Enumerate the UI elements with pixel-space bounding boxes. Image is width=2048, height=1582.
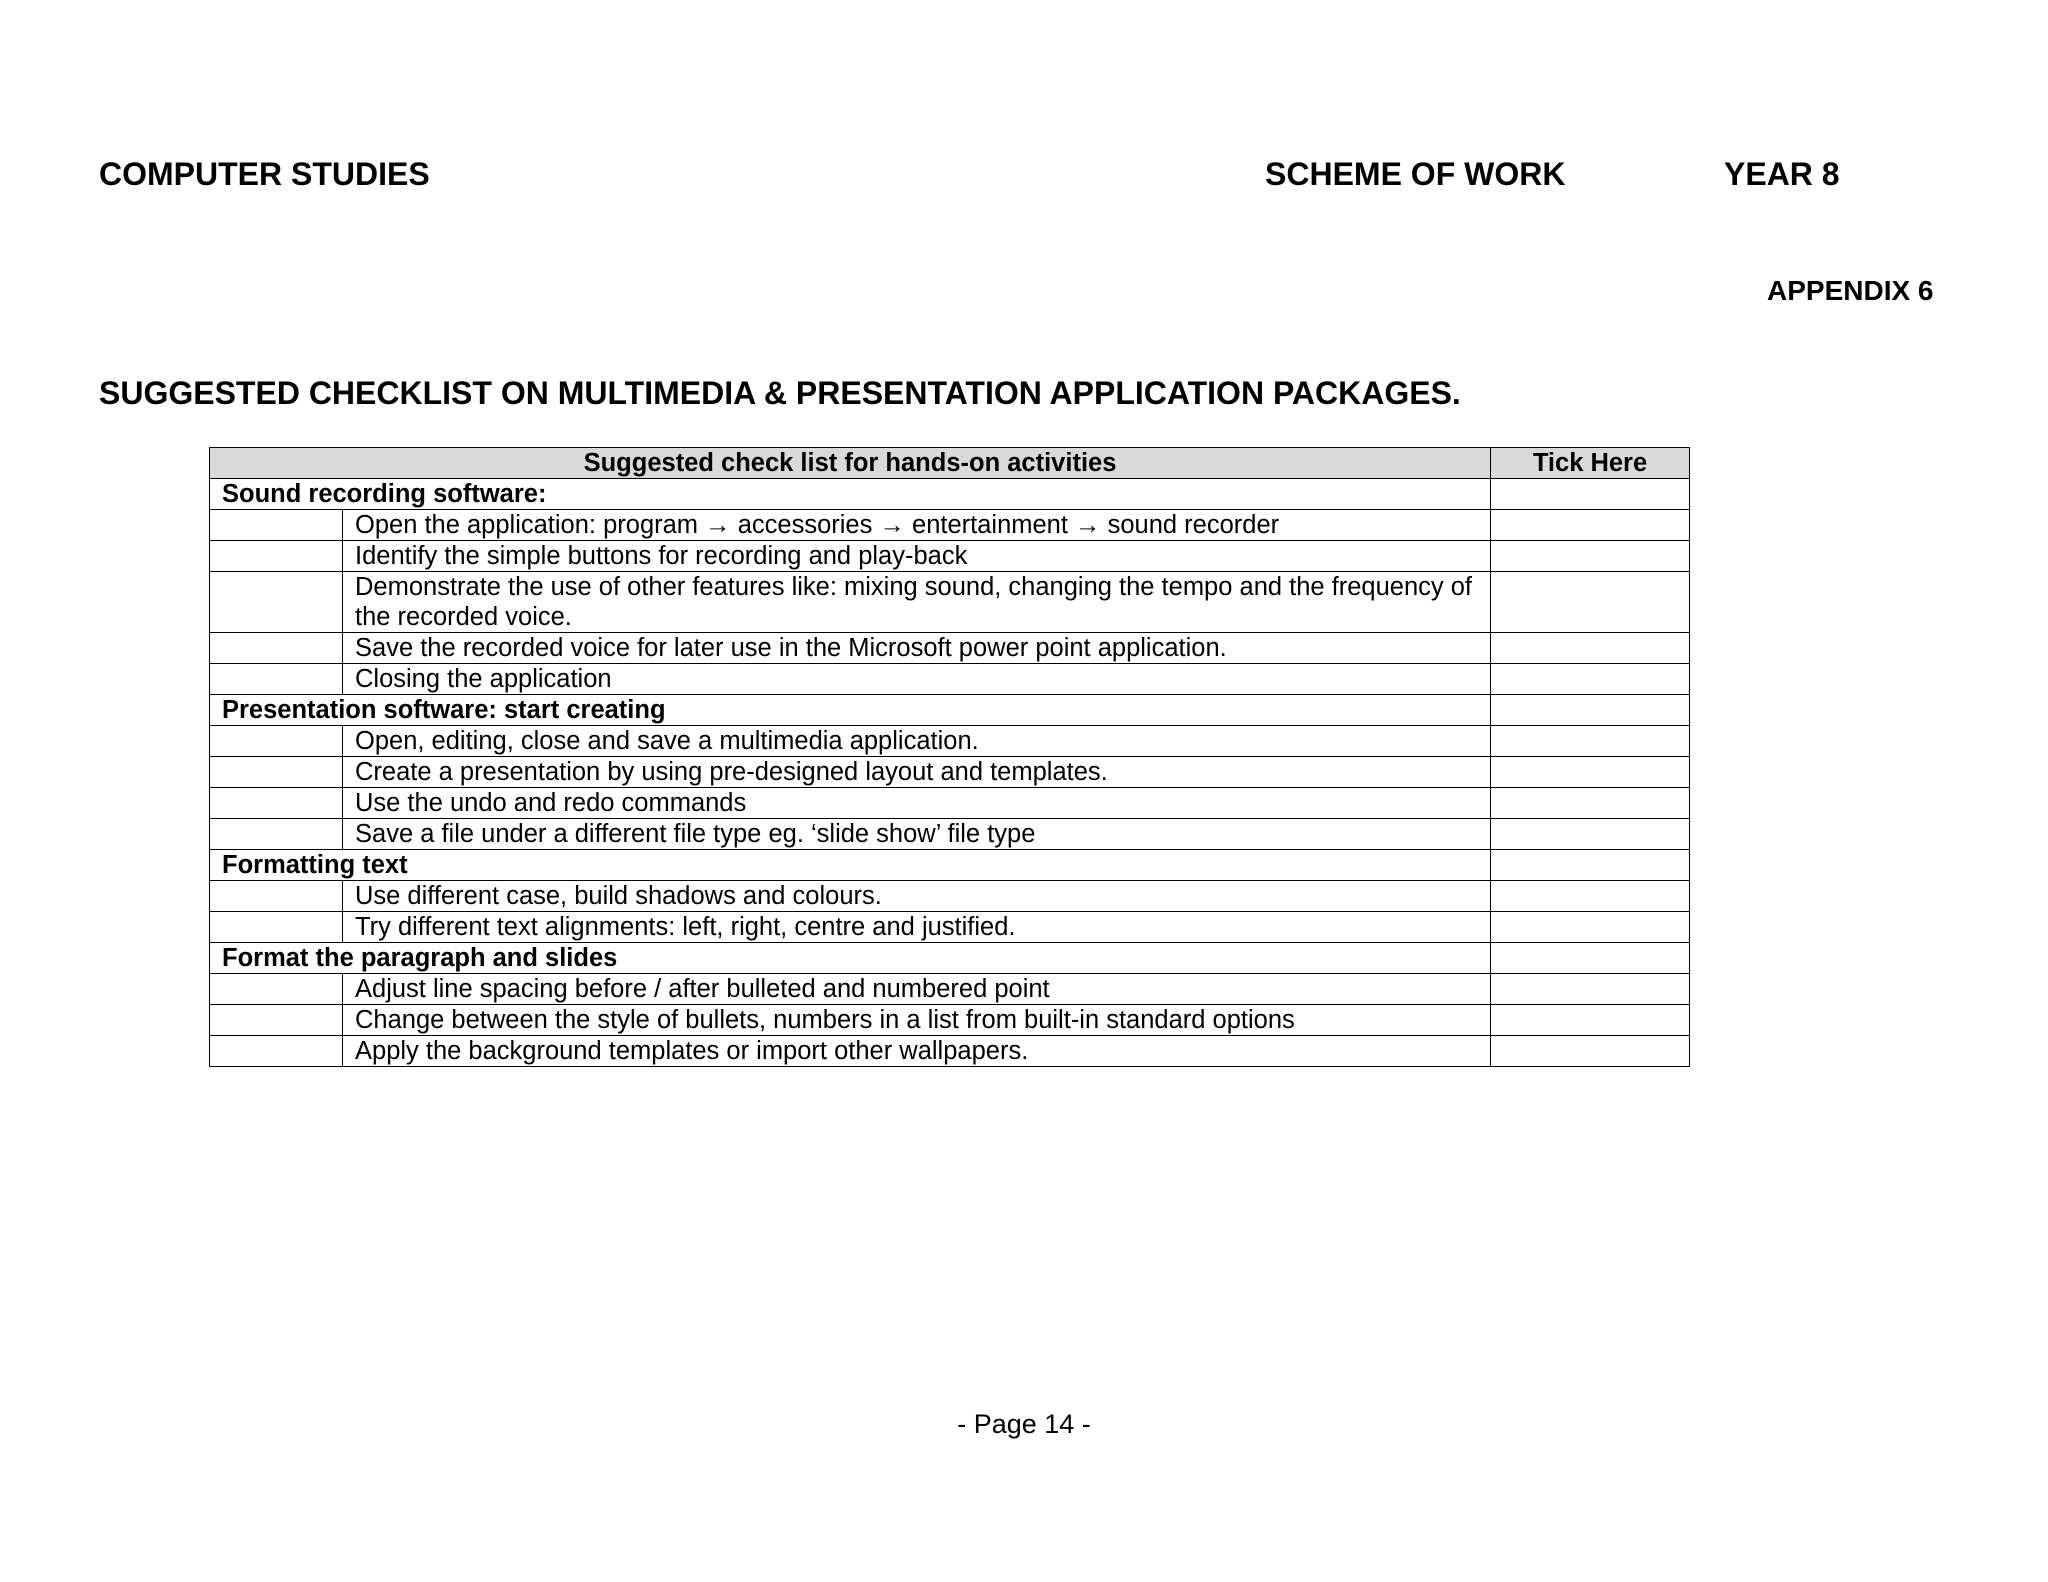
table-row (210, 541, 1690, 572)
tick-cell[interactable] (1491, 1005, 1690, 1036)
tick-cell[interactable] (1491, 974, 1690, 1005)
indent-cell (210, 510, 343, 541)
table-row (210, 664, 1690, 695)
tick-cell[interactable] (1491, 479, 1690, 510)
activity-cell: Use different case, build shadows and colours. (343, 881, 1491, 912)
page-number: - Page 14 - (957, 1409, 1091, 1439)
activity-cell: Try different text alignments: left, right, centre and justified. (343, 912, 1491, 943)
tick-cell[interactable] (1491, 510, 1690, 541)
section-heading: Format the paragraph and slides (210, 943, 1491, 974)
table-row (210, 1036, 1690, 1067)
activity-cell: Adjust line spacing before / after bulleted and numbered point (343, 974, 1491, 1005)
section-row (210, 850, 1690, 881)
indent-cell (210, 819, 343, 850)
tick-cell[interactable] (1491, 850, 1690, 881)
table-row (210, 974, 1690, 1005)
table-row (210, 757, 1690, 788)
table-row (210, 726, 1690, 757)
indent-cell (210, 633, 343, 664)
tick-cell[interactable] (1491, 757, 1690, 788)
table-row (210, 633, 1690, 664)
table-row (210, 912, 1690, 943)
section-row (210, 943, 1690, 974)
tick-cell[interactable] (1491, 664, 1690, 695)
indent-cell (210, 726, 343, 757)
indent-cell (210, 881, 343, 912)
activity-cell: Open the application: program → accessories → entertainment → sound recorder (343, 510, 1491, 541)
table-header-row (210, 448, 1690, 479)
year-label: YEAR 8 (1724, 156, 1840, 192)
indent-cell (210, 541, 343, 572)
header-activities: Suggested check list for hands-on activities (210, 448, 1491, 479)
tick-cell[interactable] (1491, 881, 1690, 912)
activity-cell: Open, editing, close and save a multimedia application. (343, 726, 1491, 757)
section-heading: Presentation software: start creating (210, 695, 1491, 726)
activity-cell: Use the undo and redo commands (343, 788, 1491, 819)
tick-cell[interactable] (1491, 541, 1690, 572)
activity-cell: Identify the simple buttons for recording and play-back (343, 541, 1491, 572)
activity-cell: Change between the style of bullets, numbers in a list from built-in standard options (343, 1005, 1491, 1036)
activity-cell: Closing the application (343, 664, 1491, 695)
activity-cell: Demonstrate the use of other features like: mixing sound, changing the tempo and the frequency of the recorded voice. (343, 572, 1491, 633)
activity-cell: Save a file under a different file type eg. ‘slide show’ file type (343, 819, 1491, 850)
tick-cell[interactable] (1491, 572, 1690, 633)
tick-cell[interactable] (1491, 819, 1690, 850)
section-row (210, 479, 1690, 510)
indent-cell (210, 757, 343, 788)
section-heading: Sound recording software: (210, 479, 1491, 510)
table-row (210, 1005, 1690, 1036)
tick-cell[interactable] (1491, 695, 1690, 726)
activity-cell: Save the recorded voice for later use in the Microsoft power point application. (343, 633, 1491, 664)
appendix-label: APPENDIX 6 (1767, 275, 1934, 306)
indent-cell (210, 1005, 343, 1036)
table-row (210, 572, 1690, 633)
section-row (210, 695, 1690, 726)
indent-cell (210, 1036, 343, 1067)
document-title: SUGGESTED CHECKLIST ON MULTIMEDIA & PRESENTATION APPLICATION PACKAGES. (99, 375, 1461, 411)
activity-cell: Create a presentation by using pre-designed layout and templates. (343, 757, 1491, 788)
tick-cell[interactable] (1491, 788, 1690, 819)
tick-cell[interactable] (1491, 726, 1690, 757)
tick-cell[interactable] (1491, 1036, 1690, 1067)
table-row (210, 819, 1690, 850)
scheme-label: SCHEME OF WORK (1265, 156, 1566, 192)
tick-cell[interactable] (1491, 943, 1690, 974)
tick-cell[interactable] (1491, 633, 1690, 664)
table-row (210, 788, 1690, 819)
checklist-table (209, 447, 1690, 1067)
indent-cell (210, 912, 343, 943)
tick-cell[interactable] (1491, 912, 1690, 943)
section-heading: Formatting text (210, 850, 1491, 881)
activity-cell: Apply the background templates or import other wallpapers. (343, 1036, 1491, 1067)
subject-title: COMPUTER STUDIES (99, 156, 430, 192)
indent-cell (210, 572, 343, 633)
indent-cell (210, 788, 343, 819)
table-row (210, 881, 1690, 912)
indent-cell (210, 974, 343, 1005)
header-tick-here: Tick Here (1491, 448, 1690, 479)
table-row (210, 510, 1690, 541)
indent-cell (210, 664, 343, 695)
